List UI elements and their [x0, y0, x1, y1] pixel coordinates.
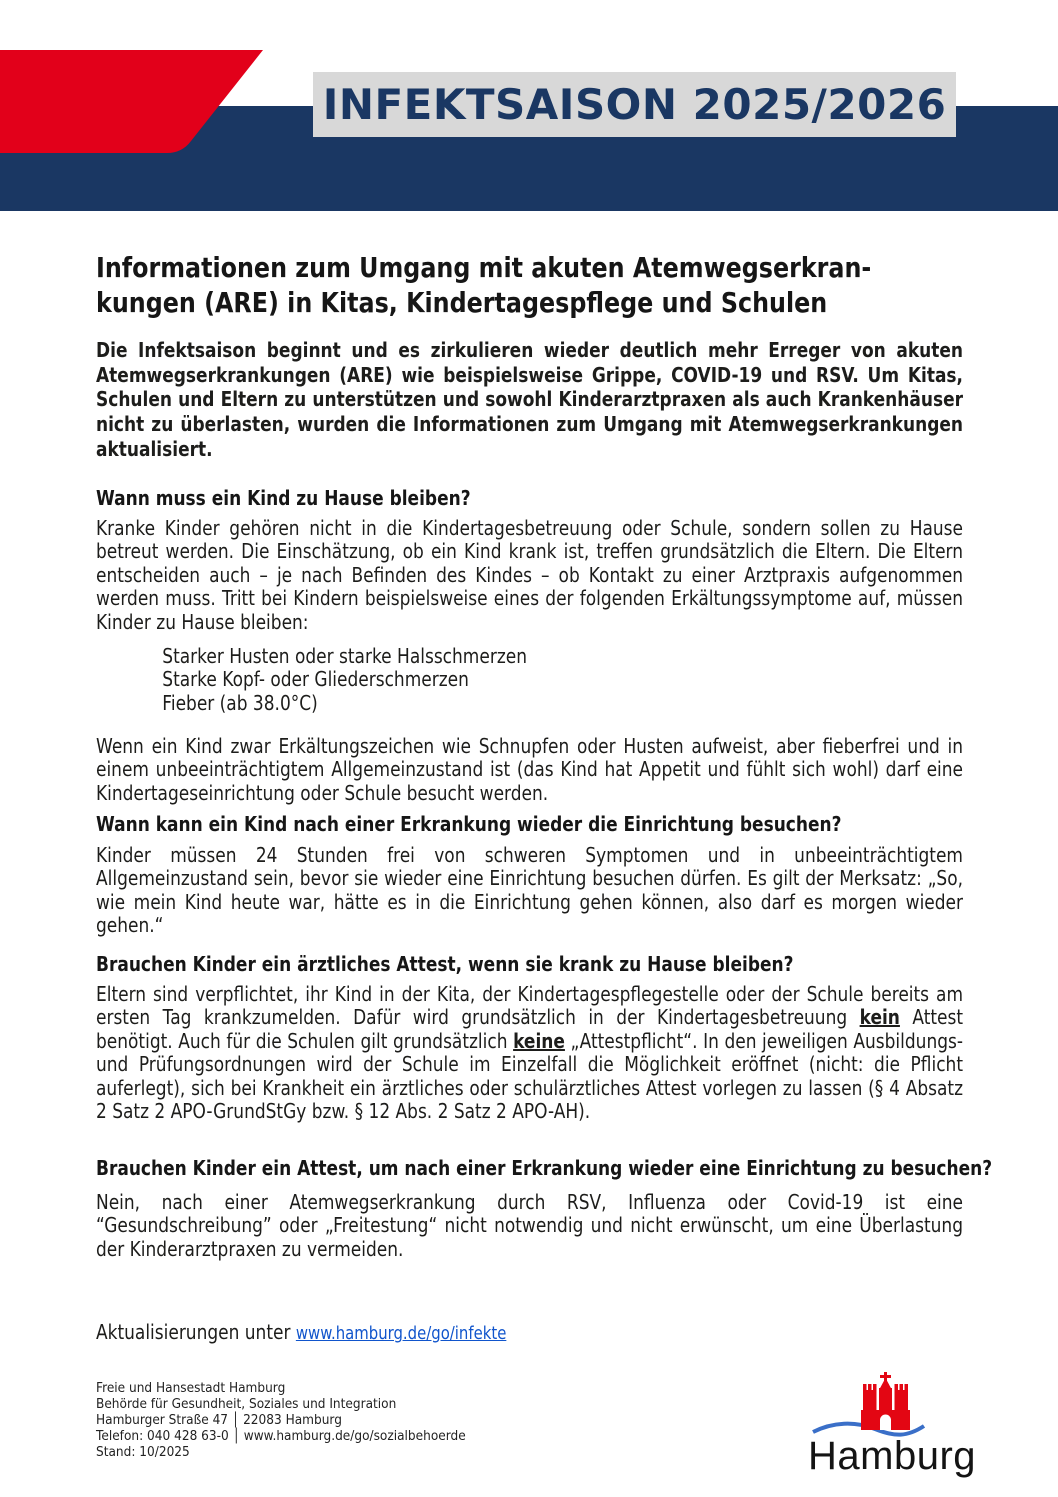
update-link[interactable]: www.hamburg.de/go/infekte: [295, 1324, 507, 1344]
banner-title-box: [313, 72, 956, 137]
page-title: [96, 250, 963, 320]
castle-gate: [880, 1415, 891, 1431]
symptom-item-3: Fieber (ab 38.0°C): [162, 690, 318, 715]
footer-line-street: Hamburger Straße 47 │ 22083 Hamburg: [96, 1412, 342, 1428]
footer-line-agency: Behörde für Gesundheit, Soziales und Integration: [96, 1396, 397, 1412]
footer-line-city: Freie und Hansestadt Hamburg: [96, 1380, 286, 1396]
section-heading-attest-return: Brauchen Kinder ein Attest, um nach einer Erkrankung wieder eine Einrichtung zu besuchen?: [96, 1156, 993, 1180]
section-heading-attest-sick: Brauchen Kinder ein ärztliches Attest, wenn sie krank zu Hause bleiben?: [96, 952, 794, 976]
section-heading-return: Wann kann ein Kind nach einer Erkrankung wieder die Einrichtung besuchen?: [96, 812, 842, 836]
symptom-item-2: Starke Kopf- oder Gliederschmerzen: [162, 667, 469, 692]
update-note-text: Aktualisierungen unter: [96, 1320, 291, 1344]
paragraph-return: Kinder müssen 24 Stunden frei von schweren Symptomen und in unbeeinträchtigtem Allgemeinzustand sein, bevor sie wieder eine Einrichtung besuchen dürfen. Es gilt der Merksatz: „So, wie mein Kind heute war, hätte es in die Einrichtung gehen können, also darf es morgen wieder gehen.“: [96, 843, 963, 938]
footer-address: [96, 1380, 600, 1460]
page-title-line-2: kungen (ARE) in Kitas, Kindertagespflege und Schulen: [96, 286, 828, 319]
paragraph-stay-home: Kranke Kinder gehören nicht in die Kindertagesbetreuung oder Schule, sondern sollen zu Hause betreut werden. Die Einschätzung, ob ein Kind krank ist, treffen grundsätzlich die Eltern. Die Eltern entscheiden auch – je nach Befinden des Kindes – ob Kontakt zu einer Arztpraxis aufgenommen werden muss. Tritt bei Kindern beispielsweise eines der folgenden Erkältungssymptome auf, müssen Kinder zu Hause bleiben:: [96, 516, 963, 634]
symptom-item-1: Starker Husten oder starke Halsschmerzen: [162, 644, 527, 668]
footer-line-phone: Telefon: 040 428 63-0 │ www.hamburg.de/go/sozialbehoerde: [96, 1428, 466, 1444]
red-ribbon-shape: [0, 50, 270, 154]
footer-line-version: Stand: 10/2025: [96, 1444, 190, 1460]
banner-title: INFEKTSAISON 2025/2026: [322, 80, 947, 129]
paragraph-attest-sick: Eltern sind verpflichtet, ihr Kind in der Kita, der Kindertagespflegestelle oder der Schule bereits am ersten Tag krankzumelden. Dafür wird grundsätzlich in der Kindertagesbetreuung kein Attest benötigt. Auch für die Schulen gilt grundsätzlich keine „Attestpflicht“. In den jeweiligen Ausbildungs- und Prüfungsordnungen wird der Schule im Einzelfall die Möglichkeit eröffnet (nicht: die Pflicht auferlegt), sich bei Krankheit ein ärztliches oder schulärztliches Attest vorlegen zu lassen (§ 4 Absatz 2 Satz 2 APO-GrundStGy bzw. § 12 Abs. 2 Satz 2 APO-AH).: [96, 982, 964, 1124]
section-heading-stay-home: Wann muss ein Kind zu Hause bleiben?: [96, 486, 471, 510]
hamburg-wordmark: Hamburg: [808, 1434, 977, 1478]
page-title-line-1: Informationen zum Umgang mit akuten Atemwegserkran-: [96, 251, 872, 284]
paragraph-attest-return: Nein, nach einer Atemwegserkrankung durch RSV, Influenza oder Covid-19 ist eine “Gesundschreibung” oder „Freitestung“ nicht notwendig und nicht erwünscht, um eine Überlastung der Kinderarztpraxen zu vermeiden.: [96, 1190, 963, 1261]
update-note: [96, 1320, 963, 1344]
intro-paragraph: Die Infektsaison beginnt und es zirkulieren wieder deutlich mehr Erreger von akuten Atemwegserkrankungen (ARE) wie beispielsweise Grippe, COVID-19 und RSV. Um Kitas, Schulen und Eltern zu unterstützen und sowohl Kinderarztpraxen als auch Krankenhäuser nicht zu überlasten, wurden die Informationen zum Umgang mit Atemwegserkrankungen aktualisiert.: [96, 338, 963, 461]
symptom-list: [96, 645, 1029, 715]
paragraph-mild-symptoms: Wenn ein Kind zwar Erkältungszeichen wie Schnupfen oder Husten aufweist, aber fieberfrei und in einem unbeeinträchtigtem Allgemeinzustand ist (das Kind hat Appetit und fühlt sich wohl) darf eine Kindertageseinrichtung oder Schule besucht werden.: [96, 734, 963, 805]
